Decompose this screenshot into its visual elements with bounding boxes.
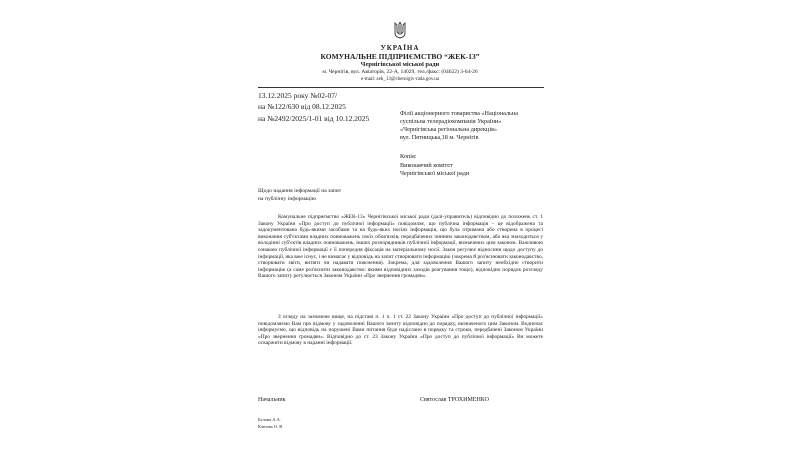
- copy-label: Копія:: [400, 153, 417, 160]
- signatory-name: Святослав ТРОХИМЕНКО: [420, 397, 489, 403]
- reference-line-1: на №122/630 від 08.12.2025: [258, 102, 346, 111]
- body-paragraph-2: З огляду на зазначене вище, на підставі п. 1 ч. 1 ст. 22 Закону України «Про доступ до публічної інформації» повідомляємо Вам про відмову у задоволенні Вашого запиту відповідно до порядку, визначеного цим Законом. Водночас інформуємо, що відповідь на порушені Вами питання буде надіслано в порядку та строки, передбачені Законом України «Про звернення громадян». Відповідно до ст. 23 Закону України «Про доступ до публічної інформації» Ви можете оскаржити відмову в наданні інформації.: [258, 314, 543, 347]
- signatory-title: Начальник: [258, 397, 286, 403]
- header-email: e-mail: zek_13@chernigiv-rada.gov.ua: [361, 77, 439, 82]
- executor-line: Клюєва О. В: [258, 424, 283, 429]
- subject-line: на публічну інформацію: [258, 196, 317, 202]
- addressee-line: «Чернігівська регіональна дирекція»: [400, 126, 497, 133]
- outgoing-number: 13.12.2025 року №02-07/: [258, 91, 338, 100]
- header-organization: КОМУНАЛЬНЕ ПІДПРИЄМСТВО “ЖЕК-13”: [320, 52, 480, 61]
- header-subtitle: Чернігівської міської ради: [360, 61, 440, 68]
- executor-line: Бєлова А.А.: [258, 417, 281, 422]
- addressee-line: вул. Пятницька,18 м. Чернігів: [400, 134, 479, 141]
- copy-line: Виконавчий комітет: [400, 162, 453, 169]
- trident-emblem-icon: [394, 22, 406, 39]
- reference-line-2: на №2492/2025/1-01 від 10.12.2025: [258, 114, 370, 123]
- header-address: м. Чернігів, вул. Авіаторів, 22-А, 14029, тел./факс: (04622) 3-64-26: [322, 69, 478, 75]
- header-country: УКРАЇНА: [380, 44, 420, 52]
- addressee-line: Філії акціонерного товариства «Національна: [400, 110, 518, 117]
- body-paragraph-1: Комунальне підприємство «ЖЕК-13» Чернігівської міської ради (далі-управитель) відповідно до положень ст. 1 Закону України «Про доступ до публічної інформації» повідомляє, що публічна інформація – це відображена та задокументована будь-якими засобами та на будь-яких носіях інформація, що була отримана або створена в процесі виконання суб'єктами владних повноважень своїх обов'язків, передбачених чинним законодавством, або яка знаходиться у володінні суб'єктів владних повноважень, інших розпорядників публічної інформації, визначених цим законом. Важливою ознакою публічної інформації є її попередня фіксація на матеріальному носії. Закон регулює відносини щодо доступу до інформації, яка вже існує, і не вимагає у відповідь на запит створювати інформацію (зокрема й роз'яснювати законодавство, створювати звіти, витяги чи надавати пояснення). Зокрема, для задоволення Вашого запиту необхідно створити інформацію (а саме роз'яснити законодавство: якими відповідних заходів реагування тощо), відповідно порядок розгляду Вашого запиту регулюється Законом України «Про звернення громадян».: [258, 214, 543, 280]
- subject-line: Щодо надання інформації на запит: [258, 188, 342, 194]
- addressee-line: суспільна телерадіокомпанія України»: [400, 118, 502, 125]
- header-divider: [258, 87, 544, 88]
- copy-line: Чернігівської міської ради: [400, 170, 470, 177]
